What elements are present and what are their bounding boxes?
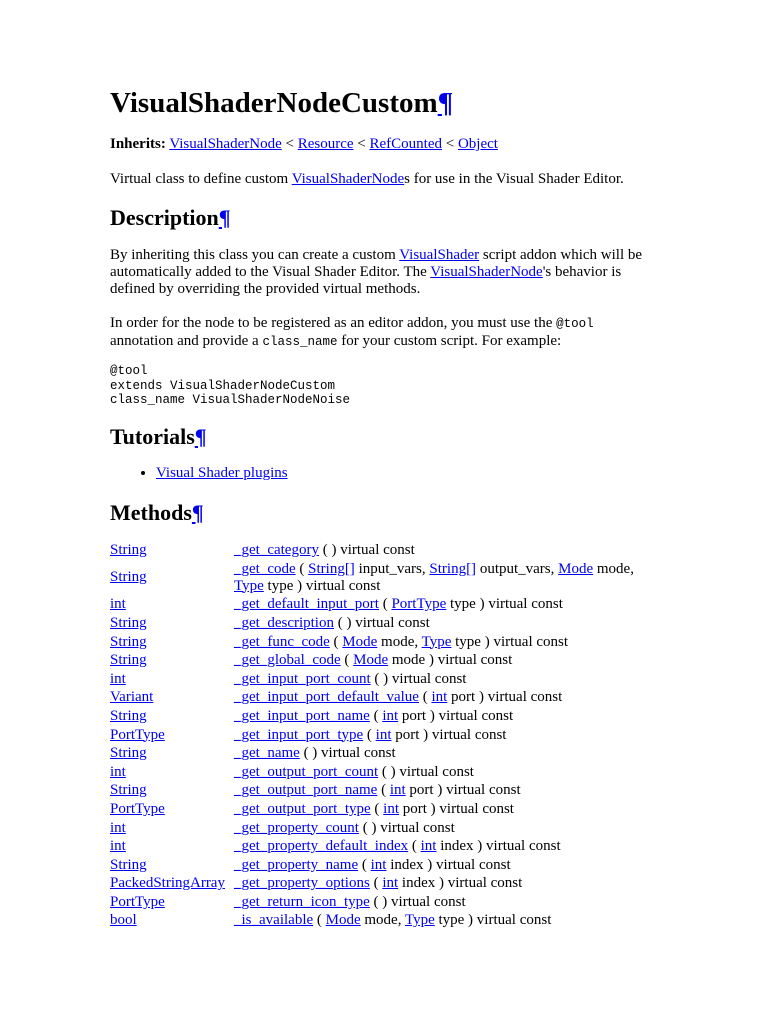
method-return-type-cell xyxy=(110,614,234,633)
method-param-type-link[interactable]: Mode xyxy=(353,652,389,669)
method-name-link[interactable]: _get_property_options xyxy=(234,875,370,892)
title-permalink[interactable]: ¶ xyxy=(437,87,454,119)
method-name-link[interactable]: _get_input_port_count xyxy=(234,670,371,687)
method-signature-cell xyxy=(234,875,654,894)
table-row xyxy=(110,689,654,708)
inline-code-class-name: class_name xyxy=(262,335,338,349)
tutorials-heading-text: Tutorials xyxy=(110,424,195,449)
table-row xyxy=(110,707,654,726)
method-return-type-link[interactable]: PortType xyxy=(110,893,165,910)
method-return-type-cell xyxy=(110,819,234,838)
table-row xyxy=(110,560,654,596)
method-name-link[interactable]: _get_category xyxy=(234,541,319,558)
method-return-type-link[interactable]: int xyxy=(110,670,126,687)
desc-text: In order for the node to be registered as an editor addon, you must use the xyxy=(110,315,557,331)
method-name-link[interactable]: _get_output_port_type xyxy=(234,800,371,817)
method-signature-text: index ) virtual const xyxy=(436,838,561,855)
method-return-type-cell xyxy=(110,837,234,856)
method-return-type-cell xyxy=(110,633,234,652)
method-name-link[interactable]: _is_available xyxy=(234,912,314,929)
table-row xyxy=(110,596,654,615)
table-row xyxy=(110,893,654,912)
table-row xyxy=(110,875,654,894)
method-signature-text: ( xyxy=(378,596,392,613)
method-return-type-cell xyxy=(110,856,234,875)
method-param-type-link[interactable]: Mode xyxy=(325,912,361,929)
method-return-type-link[interactable]: String xyxy=(110,633,147,650)
method-signature-cell xyxy=(234,670,654,689)
method-return-type-link[interactable]: String xyxy=(110,707,147,724)
description-paragraph-1 xyxy=(110,247,658,298)
table-row xyxy=(110,651,654,670)
method-name-link[interactable]: _get_code xyxy=(234,560,296,577)
method-return-type-link[interactable]: String xyxy=(110,652,147,669)
desc-link-visualshader[interactable]: VisualShader xyxy=(399,247,480,263)
table-row xyxy=(110,856,654,875)
method-return-type-cell xyxy=(110,670,234,689)
method-signature-cell xyxy=(234,763,654,782)
brief-text-end: s for use in the Visual Shader Editor. xyxy=(404,171,624,187)
tutorial-link-visual-shader-plugins[interactable]: Visual Shader plugins xyxy=(156,465,288,481)
table-row xyxy=(110,541,654,560)
method-signature-cell xyxy=(234,707,654,726)
desc-text: script addon which will be automatically added to the Visual Shader Editor. The xyxy=(110,247,643,280)
method-return-type-link[interactable]: String xyxy=(110,856,147,873)
inherits-link-object[interactable]: Object xyxy=(457,136,498,152)
method-return-type-cell xyxy=(110,541,234,560)
method-param-type-link[interactable]: int xyxy=(382,875,399,892)
table-row xyxy=(110,837,654,856)
method-signature-text: ( ) virtual const xyxy=(370,670,467,687)
method-signature-cell xyxy=(234,633,654,652)
method-return-type-link[interactable]: String xyxy=(110,569,147,586)
method-return-type-link[interactable]: bool xyxy=(110,912,137,929)
desc-text: annotation and provide a xyxy=(110,333,263,349)
method-name-link[interactable]: _get_property_count xyxy=(234,819,359,836)
method-signature-text: ( ) virtual const xyxy=(333,614,430,631)
method-return-type-cell xyxy=(110,726,234,745)
table-row xyxy=(110,782,654,801)
inherits-line xyxy=(110,136,658,153)
method-signature-text: ( xyxy=(295,560,309,577)
method-signature-text: mode, xyxy=(593,560,638,577)
method-param-type-link[interactable]: int xyxy=(431,689,448,706)
method-name-link[interactable]: _get_name xyxy=(234,745,300,762)
method-param-type-link[interactable]: int xyxy=(382,707,399,724)
method-name-link[interactable]: _get_input_port_default_value xyxy=(234,689,419,706)
method-return-type-cell xyxy=(110,893,234,912)
method-signature-text: ( xyxy=(377,782,390,799)
method-signature-text: mode ) virtual const xyxy=(388,652,513,669)
method-signature-text: type ) virtual const xyxy=(434,912,552,929)
brief-description xyxy=(110,171,658,188)
method-return-type-cell xyxy=(110,596,234,615)
method-signature-cell xyxy=(234,893,654,912)
method-signature-text: mode, xyxy=(377,633,422,650)
tutorials-list xyxy=(110,465,288,482)
inherits-label: Inherits: xyxy=(110,136,166,152)
method-param-type-link[interactable]: Type xyxy=(421,633,452,650)
method-param-type-link[interactable]: Mode xyxy=(558,560,594,577)
method-signature-cell xyxy=(234,800,654,819)
method-signature-cell xyxy=(234,596,654,615)
method-signature-text: type ) virtual const xyxy=(451,633,569,650)
method-signature-text: ( xyxy=(370,800,384,817)
inherits-sep: < xyxy=(357,136,366,152)
table-row xyxy=(110,670,654,689)
method-signature-text: port ) virtual const xyxy=(398,707,514,724)
desc-text: By inheriting this class you can create a custom xyxy=(110,247,400,263)
page-title xyxy=(110,86,453,120)
method-signature-cell xyxy=(234,912,654,931)
method-signature-text: ( xyxy=(369,707,383,724)
method-signature-cell xyxy=(234,819,654,838)
method-return-type-link[interactable]: PortType xyxy=(110,800,165,817)
methods-table-body xyxy=(110,541,654,930)
method-signature-cell xyxy=(234,782,654,801)
brief-link-visualshadernode[interactable]: VisualShaderNode xyxy=(291,171,405,187)
table-row xyxy=(110,633,654,652)
method-return-type-cell xyxy=(110,912,234,931)
method-signature-cell xyxy=(234,560,654,596)
method-return-type-link[interactable]: int xyxy=(110,596,126,613)
description-permalink[interactable]: ¶ xyxy=(218,205,231,230)
method-return-type-link[interactable]: String xyxy=(110,782,147,799)
method-signature-cell xyxy=(234,726,654,745)
method-return-type-link[interactable]: String xyxy=(110,745,147,762)
method-signature-cell xyxy=(234,856,654,875)
method-name-link[interactable]: _get_output_port_name xyxy=(234,782,378,799)
method-signature-text: ( xyxy=(369,875,383,892)
method-return-type-link[interactable]: int xyxy=(110,763,126,780)
inherits-link-refcounted[interactable]: RefCounted xyxy=(369,136,442,152)
method-return-type-link[interactable]: Variant xyxy=(110,689,154,706)
method-param-type-link[interactable]: int xyxy=(389,782,406,799)
desc-text: for your custom script. For example: xyxy=(337,333,562,349)
method-return-type-cell xyxy=(110,651,234,670)
table-row xyxy=(110,819,654,838)
method-return-type-link[interactable]: int xyxy=(110,838,126,855)
list-item xyxy=(156,465,288,482)
method-signature-cell xyxy=(234,689,654,708)
method-param-type-link[interactable]: PortType xyxy=(391,596,447,613)
method-param-type-link[interactable]: int xyxy=(383,800,399,817)
method-param-type-link[interactable]: Type xyxy=(404,912,435,929)
method-return-type-cell xyxy=(110,763,234,782)
method-signature-text: ( xyxy=(313,912,326,929)
method-name-link[interactable]: _get_output_port_count xyxy=(234,763,379,780)
methods-permalink[interactable]: ¶ xyxy=(191,500,204,525)
method-signature-text: index ) virtual const xyxy=(398,875,523,892)
method-signature-cell xyxy=(234,651,654,670)
method-signature-text: ( ) virtual const xyxy=(358,819,455,836)
method-return-type-link[interactable]: String xyxy=(110,541,147,558)
table-row xyxy=(110,912,654,931)
method-return-type-link[interactable]: int xyxy=(110,819,126,836)
methods-heading xyxy=(110,500,204,526)
table-row xyxy=(110,726,654,745)
table-row xyxy=(110,614,654,633)
description-heading-text: Description xyxy=(110,205,219,230)
method-return-type-cell xyxy=(110,875,234,894)
method-param-type-link[interactable]: Mode xyxy=(342,633,378,650)
method-param-type-link[interactable]: int xyxy=(420,838,437,855)
method-return-type-cell xyxy=(110,800,234,819)
description-paragraph-2 xyxy=(110,315,658,351)
method-signature-text: ( ) virtual const xyxy=(369,893,466,910)
method-return-type-cell xyxy=(110,744,234,763)
inherits-link-visualshadernode[interactable]: VisualShaderNode xyxy=(169,136,282,152)
method-name-link[interactable]: _get_default_input_port xyxy=(234,596,379,613)
tutorials-permalink[interactable]: ¶ xyxy=(194,424,207,449)
brief-text: Virtual class to define custom xyxy=(110,171,292,187)
method-name-link[interactable]: _get_return_icon_type xyxy=(234,893,370,910)
method-signature-text: ( ) virtual const xyxy=(378,763,474,780)
method-name-link[interactable]: _get_input_port_name xyxy=(234,707,370,724)
inherits-link-resource[interactable]: Resource xyxy=(297,136,354,152)
method-name-link[interactable]: _get_description xyxy=(234,614,334,631)
method-signature-text: port ) virtual const xyxy=(447,689,563,706)
method-signature-text: ( ) virtual const xyxy=(299,745,396,762)
method-param-type-link[interactable]: Type xyxy=(234,577,264,594)
method-signature-text: port ) virtual const xyxy=(405,782,521,799)
method-return-type-link[interactable]: PortType xyxy=(110,726,165,743)
method-signature-text: mode, xyxy=(360,912,405,929)
method-signature-text: output_vars, xyxy=(476,560,559,577)
method-name-link[interactable]: _get_property_name xyxy=(234,856,359,873)
description-heading xyxy=(110,205,231,231)
method-return-type-cell xyxy=(110,782,234,801)
method-signature-text: port ) virtual const xyxy=(399,800,514,817)
method-signature-text: ( xyxy=(363,726,376,743)
methods-table xyxy=(110,541,654,930)
method-param-type-link[interactable]: String[] xyxy=(429,560,477,577)
method-signature-text: port ) virtual const xyxy=(391,726,507,743)
method-return-type-link[interactable]: PackedStringArray xyxy=(110,875,225,892)
method-signature-text: ( xyxy=(408,838,421,855)
method-signature-text: type ) virtual const xyxy=(263,577,381,594)
method-param-type-link[interactable]: String[] xyxy=(308,560,355,577)
method-signature-text: index ) virtual const xyxy=(386,856,511,873)
method-signature-text: ( xyxy=(329,633,343,650)
method-return-type-cell xyxy=(110,689,234,708)
method-signature-text: ( xyxy=(358,856,371,873)
method-return-type-cell xyxy=(110,560,234,596)
method-name-link[interactable]: _get_property_default_index xyxy=(234,838,409,855)
method-signature-text: ( xyxy=(340,652,354,669)
method-return-type-cell xyxy=(110,707,234,726)
method-name-link[interactable]: _get_func_code xyxy=(234,633,330,650)
inherits-sep: < xyxy=(285,136,294,152)
method-name-link[interactable]: _get_input_port_type xyxy=(234,726,364,743)
method-signature-text: ( xyxy=(418,689,432,706)
method-signature-cell xyxy=(234,744,654,763)
method-name-link[interactable]: _get_global_code xyxy=(234,652,341,669)
methods-heading-text: Methods xyxy=(110,500,192,525)
method-signature-cell xyxy=(234,837,654,856)
method-signature-cell xyxy=(234,614,654,633)
method-signature-text: input_vars, xyxy=(354,560,430,577)
table-row xyxy=(110,744,654,763)
code-example: @tool extends VisualShaderNodeCustom class_name VisualShaderNodeNoise xyxy=(110,364,351,407)
tutorials-heading xyxy=(110,424,207,450)
method-param-type-link[interactable]: int xyxy=(370,856,387,873)
method-return-type-link[interactable]: String xyxy=(110,614,147,631)
table-row xyxy=(110,800,654,819)
inline-code-tool: @tool xyxy=(556,317,594,331)
inherits-sep: < xyxy=(445,136,455,152)
method-signature-text: type ) virtual const xyxy=(446,596,563,613)
table-row xyxy=(110,763,654,782)
desc-text: 's behavior is defined by overriding the provided virtual methods. xyxy=(110,264,622,297)
method-param-type-link[interactable]: int xyxy=(375,726,392,743)
method-signature-text: ( ) virtual const xyxy=(318,541,415,558)
desc-link-visualshadernode[interactable]: VisualShaderNode xyxy=(430,264,543,280)
method-signature-cell xyxy=(234,541,654,560)
page-title-text: VisualShaderNodeCustom xyxy=(110,87,438,119)
